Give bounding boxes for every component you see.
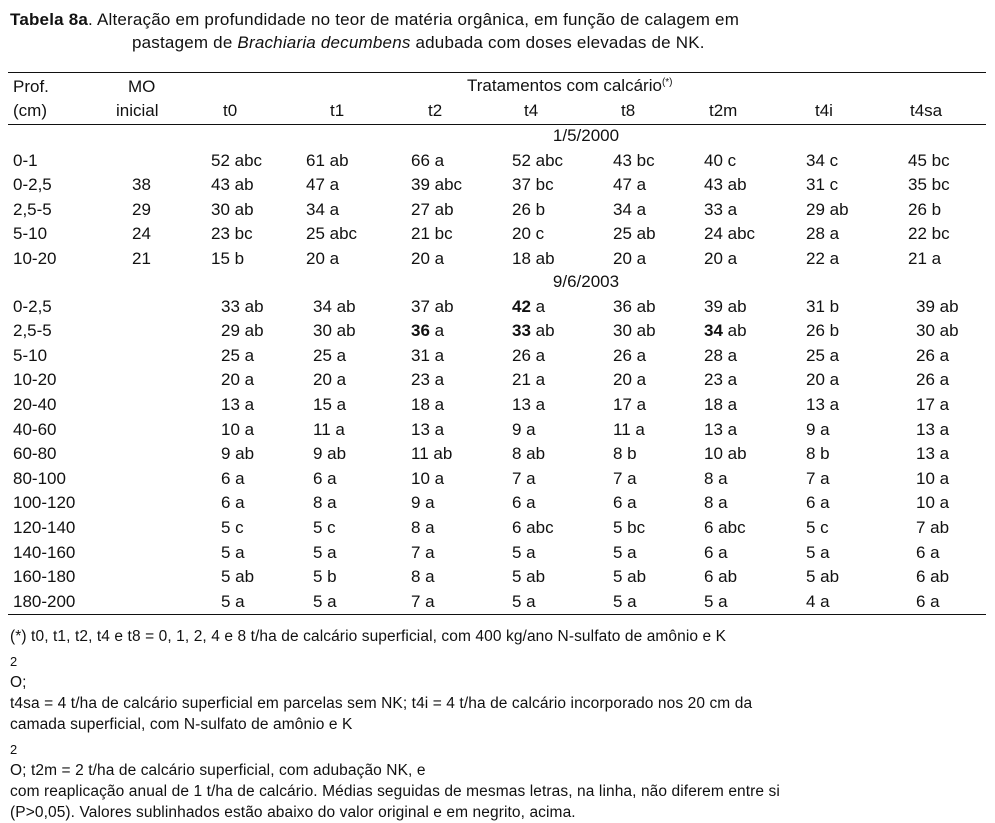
cell-mo-inicial: 21 — [132, 249, 151, 268]
footnote-line-4: com reaplicação anual de 1 t/ha de calcário. Médias seguidas de mesmas letras, na linha, não diferem entre si — [10, 783, 780, 801]
cell-value-t4: 9 a — [512, 419, 536, 439]
footnote — [10, 626, 990, 823]
cell-value-number-bold: 33 — [512, 321, 531, 341]
cell-depth: 5-10 — [13, 345, 48, 365]
footnote-subscript-2: 2 — [10, 742, 18, 758]
cell-value-t4: 26 b — [512, 199, 546, 219]
cell-value-t1: 6 a — [313, 468, 337, 488]
cell-value-t4sa: 6 ab — [916, 567, 950, 587]
cell-value-t8: 5 a — [613, 591, 637, 611]
cell-value-t2: 31 a — [411, 345, 445, 365]
cell-value-t4sa: 30 ab — [916, 321, 959, 341]
cell-value-number-bold: 34 — [704, 321, 723, 341]
cell-value-number-bold: 42 — [512, 296, 531, 316]
header-bottom-rule — [8, 124, 986, 125]
cell-value-t4 — [512, 297, 545, 317]
cell-value-t2: 21 bc — [411, 224, 453, 244]
header-treatment-t1: t1 — [330, 101, 345, 120]
cell-value-t0: 5 ab — [221, 567, 255, 587]
cell-value-t2m: 5 a — [704, 591, 728, 611]
header-treatment-t2: t2 — [428, 101, 443, 120]
cell-value-t1: 30 ab — [313, 321, 356, 341]
cell-value-t4i: 6 a — [806, 493, 830, 513]
cell-value-number-bold: 36 — [411, 321, 430, 341]
cell-value-t4i: 5 c — [806, 518, 829, 537]
cell-depth: 0-2,5 — [13, 175, 52, 195]
cell-value-t0: 5 a — [221, 542, 245, 562]
cell-value-t1: 5 b — [313, 567, 337, 587]
cell-value-t2m: 18 a — [704, 395, 738, 414]
cell-depth: 2,5-5 — [13, 199, 52, 219]
cell-value-t2: 27 ab — [411, 199, 454, 219]
cell-value-t4i: 31 c — [806, 175, 839, 195]
header-treatment-t4: t4 — [524, 101, 539, 120]
cell-value-letters: ab — [530, 321, 555, 341]
cell-value-t1: 5 a — [313, 591, 337, 611]
header-mo: MO — [128, 77, 156, 96]
footnote-text-4: O; t2m = 2 t/ha de calcário superficial, com adubação NK, e — [10, 762, 426, 780]
cell-value-t2: 8 a — [411, 567, 435, 587]
footnote-line-3 — [10, 714, 990, 781]
caption-title-part-1: . Alteração em profundidade no teor de matéria orgânica, em função de calagem em — [88, 10, 740, 29]
caption-line-2 — [10, 31, 990, 54]
cell-value-t8: 5 bc — [613, 518, 646, 537]
cell-value-t2m: 24 abc — [704, 224, 756, 244]
cell-value-t2m: 23 a — [704, 370, 738, 390]
caption-species-name: Brachiaria decumbens — [237, 33, 411, 52]
cell-value-t8: 20 a — [613, 370, 647, 390]
footnote-line-2: t4sa = 4 t/ha de calcário superficial em parcelas sem NK; t4i = 4 t/ha de calcário incorporado nos 20 cm da — [10, 695, 753, 713]
cell-value-t4sa: 26 a — [916, 345, 950, 365]
footnote-line-1 — [10, 626, 990, 693]
cell-value-t4: 5 a — [512, 542, 536, 562]
cell-value-t2m — [704, 321, 747, 341]
cell-value-t2: 10 a — [411, 468, 445, 488]
cell-value-t0: 20 a — [221, 370, 255, 390]
cell-value-t4: 6 abc — [512, 518, 554, 537]
cell-value-t2m: 43 ab — [704, 175, 747, 195]
cell-value-t8: 5 ab — [613, 567, 647, 587]
header-treatment-t0: t0 — [223, 101, 238, 120]
cell-value-t4i: 34 c — [806, 150, 839, 170]
cell-value-t1: 9 ab — [313, 444, 347, 464]
footnote-text-2: O; — [10, 674, 27, 692]
cell-value-t4sa: 7 ab — [916, 518, 950, 537]
cell-value-t0: 30 ab — [211, 199, 254, 219]
cell-value-t0: 13 a — [221, 395, 255, 414]
cell-depth: 40-60 — [13, 419, 57, 439]
cell-mo-inicial: 38 — [132, 175, 151, 195]
cell-value-t2 — [411, 321, 444, 341]
cell-value-t4sa: 13 a — [916, 444, 950, 464]
header-prof: Prof. — [13, 77, 49, 96]
header-treatment-t4sa: t4sa — [910, 101, 943, 120]
cell-value-t2: 23 a — [411, 370, 445, 390]
cell-value-letters: ab — [722, 321, 747, 341]
cell-value-t4: 8 ab — [512, 444, 546, 464]
cell-value-t2m: 8 a — [704, 493, 728, 513]
cell-value-t4sa: 26 b — [908, 199, 942, 219]
cell-value-t2: 39 abc — [411, 175, 463, 195]
cell-value-t2m: 13 a — [704, 419, 738, 439]
cell-value-t8: 34 a — [613, 199, 647, 219]
header-tratamentos — [467, 76, 673, 96]
caption-title-part-2: pastagem de — [132, 33, 238, 52]
cell-value-t4i: 29 ab — [806, 199, 849, 219]
cell-value-t2m: 40 c — [704, 150, 737, 170]
header-tratamentos-note: (*) — [661, 77, 673, 88]
cell-value-t8: 11 a — [613, 419, 645, 439]
cell-value-t4: 52 abc — [512, 150, 564, 170]
cell-value-t8: 43 bc — [613, 150, 655, 170]
cell-value-t2: 13 a — [411, 419, 445, 439]
cell-depth: 10-20 — [13, 249, 57, 268]
cell-mo-inicial: 29 — [132, 199, 151, 219]
table-bottom-rule — [8, 614, 986, 615]
header-treatment-t8: t8 — [621, 101, 636, 120]
cell-value-t0: 52 abc — [211, 150, 263, 170]
cell-value-t2: 20 a — [411, 249, 445, 268]
cell-value-t2m: 8 a — [704, 468, 728, 488]
cell-value-t0: 25 a — [221, 345, 255, 365]
cell-value-t1: 34 ab — [313, 296, 356, 316]
cell-value-t1: 8 a — [313, 493, 337, 513]
cell-depth: 80-100 — [13, 468, 66, 488]
cell-value-t8: 25 ab — [613, 224, 656, 244]
cell-value-t4i: 4 a — [806, 591, 830, 611]
cell-value-t2m: 33 a — [704, 199, 738, 219]
cell-value-t0: 23 bc — [211, 224, 253, 244]
cell-value-t1: 20 a — [313, 370, 347, 390]
cell-value-t1: 61 ab — [306, 150, 349, 170]
cell-value-t4: 37 bc — [512, 175, 554, 195]
cell-depth: 5-10 — [13, 224, 48, 244]
cell-value-t4sa: 35 bc — [908, 175, 950, 195]
section-date: 1/5/2000 — [552, 126, 620, 145]
cell-value-letters: a — [530, 296, 546, 316]
cell-value-t4i: 28 a — [806, 224, 840, 244]
cell-value-t2m: 6 ab — [704, 567, 738, 587]
cell-value-t2: 7 a — [411, 542, 435, 562]
cell-value-t4i: 31 b — [806, 296, 840, 316]
cell-depth: 2,5-5 — [13, 321, 52, 341]
cell-value-t1: 15 a — [313, 395, 347, 414]
cell-value-t4sa: 10 a — [916, 493, 950, 513]
table-caption — [10, 8, 990, 54]
cell-value-t2m: 10 ab — [704, 444, 747, 464]
footnote-subscript-1: 2 — [10, 654, 18, 670]
header-mo-inicial: inicial — [116, 101, 159, 120]
cell-value-t4: 13 a — [512, 395, 546, 414]
cell-value-t2m: 39 ab — [704, 296, 747, 316]
cell-value-t4i: 5 a — [806, 542, 830, 562]
cell-value-t0: 5 a — [221, 591, 245, 611]
cell-value-t4sa: 6 a — [916, 591, 940, 611]
cell-value-t8: 6 a — [613, 493, 637, 513]
cell-value-t2: 66 a — [411, 150, 445, 170]
cell-value-t4i: 8 b — [806, 444, 830, 464]
cell-value-t4: 26 a — [512, 345, 546, 365]
cell-depth: 60-80 — [13, 444, 57, 464]
cell-value-t0: 43 ab — [211, 175, 254, 195]
cell-value-t4sa: 10 a — [916, 468, 950, 488]
cell-value-t4: 21 a — [512, 370, 546, 390]
cell-value-t8: 5 a — [613, 542, 637, 562]
cell-value-t4: 20 c — [512, 224, 545, 244]
cell-depth: 20-40 — [13, 395, 57, 414]
header-treatment-t4i: t4i — [815, 101, 833, 120]
cell-value-t4sa: 45 bc — [908, 150, 950, 170]
cell-value-t1: 34 a — [306, 199, 340, 219]
cell-value-t8: 30 ab — [613, 321, 656, 341]
cell-value-t4i: 22 a — [806, 249, 840, 268]
section-date: 9/6/2003 — [552, 272, 620, 291]
cell-value-t4: 5 a — [512, 591, 536, 611]
cell-value-t4sa: 22 bc — [908, 224, 950, 244]
cell-value-t4sa: 17 a — [916, 395, 950, 414]
cell-value-t4: 7 a — [512, 468, 536, 488]
cell-depth: 120-140 — [13, 518, 76, 537]
cell-depth: 140-160 — [13, 542, 76, 562]
footnote-line-5: (P>0,05). Valores sublinhados estão abaixo do valor original e em negrito, acima. — [10, 804, 576, 822]
cell-depth: 10-20 — [13, 370, 57, 390]
cell-value-t2: 7 a — [411, 591, 435, 611]
cell-value-t0: 29 ab — [221, 321, 264, 341]
cell-value-t4: 6 a — [512, 493, 536, 513]
cell-value-t0: 10 a — [221, 419, 255, 439]
cell-value-t1: 47 a — [306, 175, 340, 195]
header-prof-unit: (cm) — [13, 101, 47, 120]
cell-depth: 180-200 — [13, 591, 76, 611]
cell-value-t1: 25 abc — [306, 224, 358, 244]
cell-value-t4i: 9 a — [806, 419, 830, 439]
cell-value-t2: 9 a — [411, 493, 435, 513]
cell-value-t4sa: 26 a — [916, 370, 950, 390]
header-treatment-t2m: t2m — [709, 101, 738, 120]
cell-value-t2: 37 ab — [411, 296, 454, 316]
cell-value-letters: a — [429, 321, 445, 341]
caption-title-part-3: adubada com doses elevadas de NK. — [410, 33, 705, 52]
cell-value-t2: 18 a — [411, 395, 445, 414]
cell-mo-inicial: 24 — [132, 224, 151, 244]
cell-depth: 160-180 — [13, 567, 76, 587]
cell-value-t2: 11 ab — [411, 444, 453, 464]
cell-value-t0: 6 a — [221, 468, 245, 488]
cell-value-t1: 5 a — [313, 542, 337, 562]
cell-value-t4sa: 6 a — [916, 542, 940, 562]
cell-value-t2m: 6 a — [704, 542, 728, 562]
cell-depth: 0-1 — [13, 150, 38, 170]
cell-value-t0: 5 c — [221, 518, 244, 537]
cell-value-t4i: 5 ab — [806, 567, 840, 587]
cell-value-t1: 5 c — [313, 518, 336, 537]
cell-value-t8: 17 a — [613, 395, 647, 414]
cell-value-t4sa: 21 a — [908, 249, 942, 268]
caption-line-1 — [10, 8, 990, 31]
cell-value-t4sa: 39 ab — [916, 296, 959, 316]
cell-value-t4 — [512, 321, 555, 341]
cell-value-t4sa: 13 a — [916, 419, 950, 439]
cell-value-t8: 26 a — [613, 345, 647, 365]
cell-value-t2: 8 a — [411, 518, 435, 537]
cell-value-t1: 11 a — [313, 419, 345, 439]
table-top-rule — [8, 72, 986, 73]
cell-value-t4i: 7 a — [806, 468, 830, 488]
cell-value-t4i: 25 a — [806, 345, 840, 365]
cell-value-t8: 7 a — [613, 468, 637, 488]
footnote-text-1: (*) t0, t1, t2, t4 e t8 = 0, 1, 2, 4 e 8 t/ha de calcário superficial, com 400 kg/ano N-sulfato de amônio e K — [10, 628, 727, 645]
cell-value-t1: 20 a — [306, 249, 340, 268]
cell-value-t4i: 13 a — [806, 395, 840, 414]
cell-value-t0: 6 a — [221, 493, 245, 513]
cell-value-t0: 15 b — [211, 249, 245, 268]
cell-value-t2m: 28 a — [704, 345, 738, 365]
cell-value-t8: 36 ab — [613, 296, 656, 316]
cell-value-t4i: 26 b — [806, 321, 840, 341]
cell-value-t8: 20 a — [613, 249, 647, 268]
footnote-text-3: camada superficial, com N-sulfato de amônio e K — [10, 716, 353, 734]
header-tratamentos-label: Tratamentos com calcário — [467, 76, 662, 95]
cell-value-t8: 47 a — [613, 175, 647, 195]
cell-value-t8: 8 b — [613, 444, 637, 464]
caption-label: Tabela 8a — [10, 10, 89, 29]
cell-value-t2m: 20 a — [704, 249, 738, 268]
cell-value-t1: 25 a — [313, 345, 347, 365]
cell-value-t0: 33 ab — [221, 296, 264, 316]
cell-depth: 0-2,5 — [13, 296, 52, 316]
cell-value-t0: 9 ab — [221, 444, 255, 464]
cell-value-t4i: 20 a — [806, 370, 840, 390]
cell-depth: 100-120 — [13, 493, 76, 513]
cell-value-t2m: 6 abc — [704, 518, 746, 537]
cell-value-t4: 18 ab — [512, 249, 555, 268]
cell-value-t4: 5 ab — [512, 567, 546, 587]
